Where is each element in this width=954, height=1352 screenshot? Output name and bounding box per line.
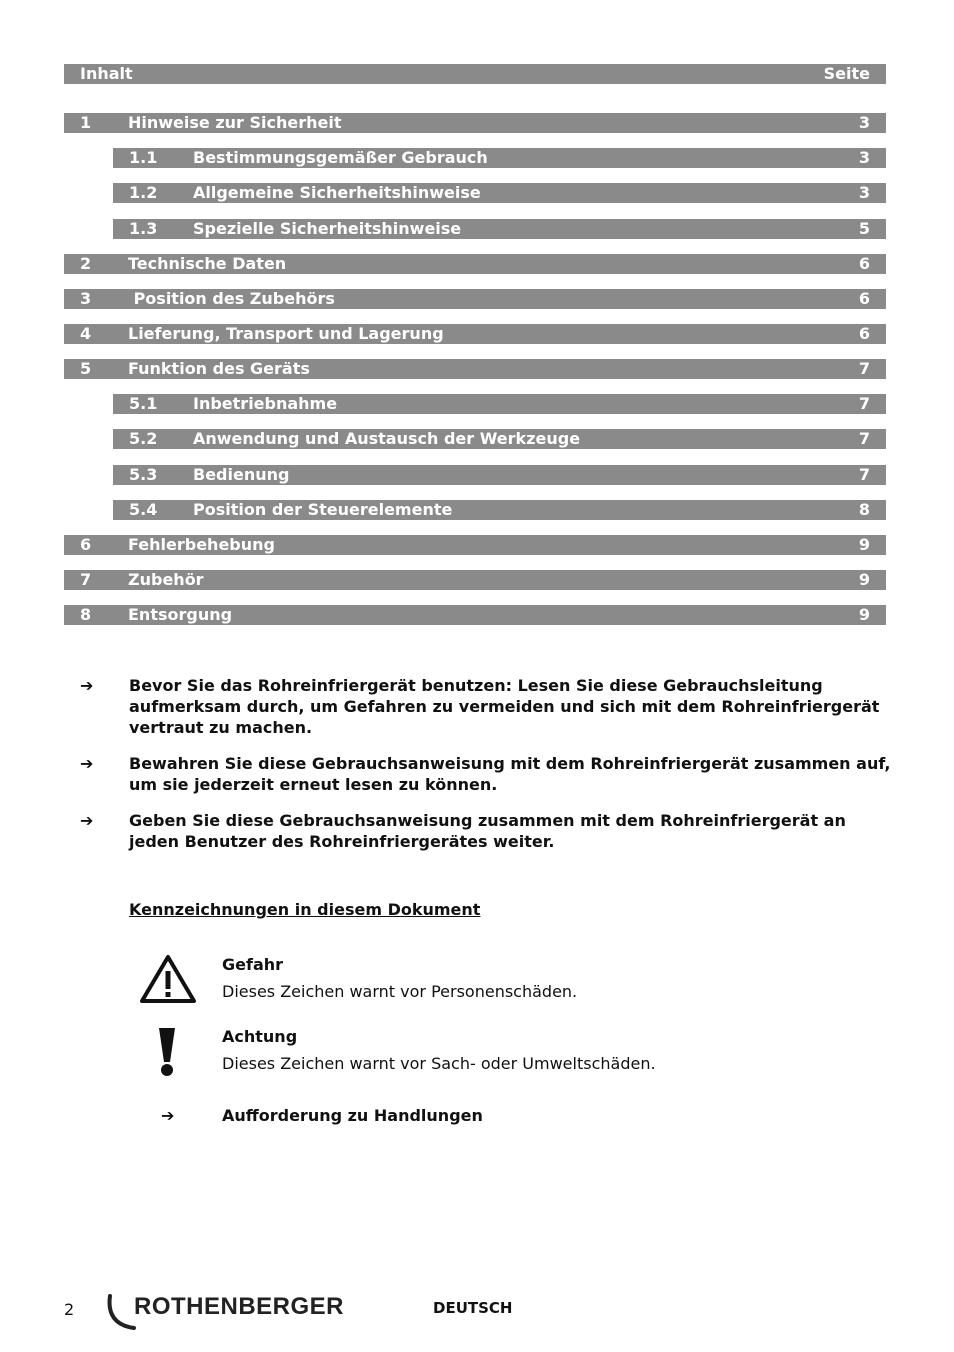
brand-logo: ROTHENBERGER	[134, 1293, 345, 1320]
toc-entry-title: Fehlerbehebung	[128, 535, 275, 554]
toc-entry-title: Zubehör	[128, 570, 204, 589]
toc-entry-num: 5.2	[129, 429, 158, 448]
toc-entry-page: 7	[858, 359, 870, 378]
toc-entry-7[interactable]	[64, 570, 886, 590]
toc-entry-page: 9	[858, 605, 870, 624]
legend-caution-desc: Dieses Zeichen warnt vor Sach- oder Umweltschäden.	[222, 1054, 656, 1073]
note-text: Bewahren Sie diese Gebrauchsanweisung mit dem Rohreinfriergerät zusammen auf, um sie jederzeit erneut lesen zu können.	[129, 754, 891, 794]
toc-entry-title: Bestimmungsgemäßer Gebrauch	[193, 148, 488, 167]
toc-entry-num: 8	[80, 605, 92, 624]
toc-entry-8[interactable]	[64, 605, 886, 625]
toc-entry-num: 1.3	[129, 219, 158, 238]
toc-entry-page: 3	[858, 148, 870, 167]
legend-title: Kennzeichnungen in diesem Dokument	[129, 900, 481, 919]
toc-header	[64, 64, 886, 84]
page-number: 2	[64, 1300, 75, 1319]
exclamation-icon	[156, 1026, 178, 1078]
warning-triangle-icon	[139, 953, 197, 1005]
toc-entry-1[interactable]	[64, 113, 886, 133]
toc-entry-3[interactable]	[64, 289, 886, 309]
toc-entry-title: Funktion des Geräts	[128, 359, 310, 378]
toc-entry-title: Lieferung, Transport und Lagerung	[128, 324, 444, 343]
toc-entry-5[interactable]	[64, 359, 886, 379]
language-label: DEUTSCH	[433, 1299, 513, 1317]
toc-entry-num: 2	[80, 254, 92, 273]
toc-entry-1-2[interactable]	[113, 183, 886, 203]
toc-entry-num: 4	[80, 324, 92, 343]
legend-action-head: Aufforderung zu Handlungen	[222, 1106, 483, 1125]
toc-entry-title: Position der Steuerelemente	[193, 500, 453, 519]
toc-header-page-label: Seite	[823, 64, 870, 83]
toc-entry-page: 6	[858, 254, 870, 273]
toc-entry-page: 7	[858, 465, 870, 484]
toc-entry-num: 1	[80, 113, 92, 132]
toc-entry-5-2[interactable]	[113, 429, 886, 449]
toc-entry-title: Allgemeine Sicherheitshinweise	[193, 183, 481, 202]
toc-entry-page: 5	[858, 219, 870, 238]
legend-danger-desc: Dieses Zeichen warnt vor Personenschäden.	[222, 982, 578, 1001]
toc-entry-6[interactable]	[64, 535, 886, 555]
toc-entry-num: 5.3	[129, 465, 158, 484]
toc-entry-num: 6	[80, 535, 92, 554]
toc-entry-num: 7	[80, 570, 92, 589]
toc-entry-page: 8	[858, 500, 870, 519]
toc-entry-5-1[interactable]	[113, 394, 886, 414]
toc-entry-5-3[interactable]	[113, 465, 886, 485]
toc-entry-num: 5	[80, 359, 92, 378]
toc-entry-num: 3	[80, 289, 92, 308]
toc-entry-1-3[interactable]	[113, 219, 886, 239]
toc-entry-page: 7	[858, 429, 870, 448]
toc-entry-page: 3	[858, 183, 870, 202]
toc-entry-title: Hinweise zur Sicherheit	[128, 113, 342, 132]
toc-entry-num: 5.1	[129, 394, 158, 413]
toc-entry-num: 1.1	[129, 148, 158, 167]
toc-entry-page: 9	[858, 570, 870, 589]
toc-entry-page: 6	[858, 324, 870, 343]
toc-header-label: Inhalt	[80, 64, 133, 83]
arrow-right-icon: ➔	[161, 1106, 175, 1125]
arrow-right-icon: ➔	[80, 811, 94, 830]
legend-danger-head: Gefahr	[222, 955, 284, 974]
toc-entry-title: Spezielle Sicherheitshinweise	[193, 219, 462, 238]
note-text: Geben Sie diese Gebrauchsanweisung zusammen mit dem Rohreinfriergerät an jeden Benutzer des Rohreinfriergerätes weiter.	[129, 811, 846, 851]
note-text: Bevor Sie das Rohreinfriergerät benutzen: Lesen Sie diese Gebrauchsleitung aufmerksam durch, um Gefahren zu vermeiden und sich mit dem Rohreinfriergerät vertraut zu machen.	[129, 676, 880, 737]
toc-entry-1-1[interactable]	[113, 148, 886, 168]
toc-entry-num: 1.2	[129, 183, 158, 202]
legend-caution-head: Achtung	[222, 1027, 298, 1046]
toc-entry-5-4[interactable]	[113, 500, 886, 520]
toc-entry-title: Bedienung	[193, 465, 290, 484]
arrow-right-icon: ➔	[80, 754, 94, 773]
toc-entry-title: Entsorgung	[128, 605, 233, 624]
toc-entry-page: 9	[858, 535, 870, 554]
arrow-right-icon: ➔	[80, 676, 94, 695]
toc-entry-page: 3	[858, 113, 870, 132]
brand-logo-swoosh	[104, 1294, 138, 1332]
toc-entry-title: Inbetriebnahme	[193, 394, 338, 413]
toc-entry-page: 6	[858, 289, 870, 308]
toc-entry-2[interactable]	[64, 254, 886, 274]
toc-entry-title: Anwendung und Austausch der Werkzeuge	[193, 429, 581, 448]
toc-entry-4[interactable]	[64, 324, 886, 344]
toc-entry-num: 5.4	[129, 500, 158, 519]
toc-entry-page: 7	[858, 394, 870, 413]
toc-entry-title: Position des Zubehörs	[128, 289, 335, 308]
toc-entry-title: Technische Daten	[128, 254, 287, 273]
